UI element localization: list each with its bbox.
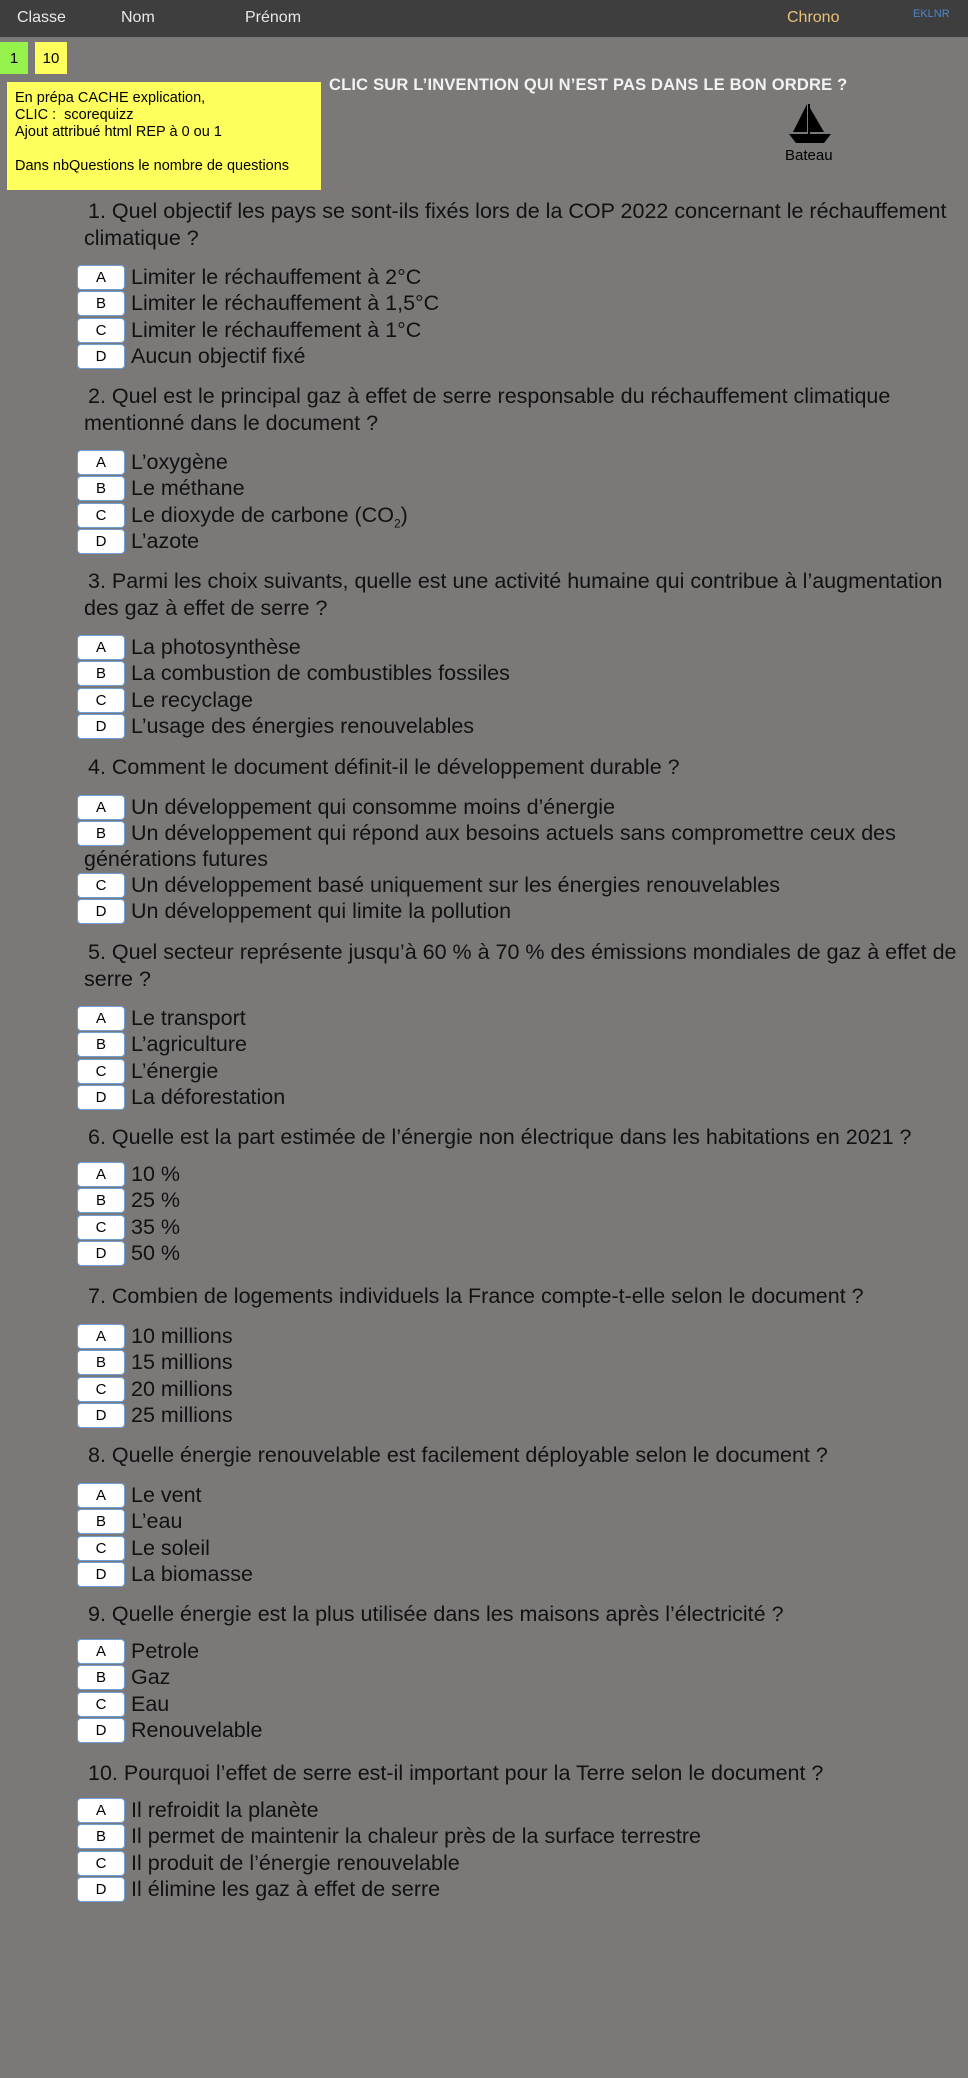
answer-c-button[interactable]: C bbox=[77, 1215, 125, 1240]
note-line: Ajout attribué html REP à 0 ou 1 bbox=[15, 124, 222, 140]
answer-text: 50 % bbox=[131, 1241, 181, 1265]
answer-text: 10 % bbox=[131, 1162, 181, 1186]
answer-text: Un développement qui consomme moins d’énergie bbox=[131, 795, 616, 819]
answer-b-button[interactable]: B bbox=[77, 476, 125, 501]
boat-label: Bateau bbox=[785, 147, 833, 164]
total-questions-counter: 10 bbox=[35, 42, 67, 74]
prenom-label: Prénom bbox=[245, 9, 302, 26]
answer-text: Un développement qui répond aux besoins actuels sans compromettre ceux des générations futures bbox=[84, 821, 896, 871]
question-text: 6. Quelle est la part estimée de l’énergie non électrique dans les habitations en 2021 ? bbox=[88, 1125, 912, 1149]
answer-d-button[interactable]: D bbox=[77, 1241, 125, 1266]
answer-text: La déforestation bbox=[131, 1085, 286, 1109]
answer-text: La photosynthèse bbox=[131, 635, 301, 659]
answer-a-button[interactable]: A bbox=[77, 450, 125, 475]
answer-text: 10 millions bbox=[131, 1324, 233, 1348]
answer-text: Il refroidit la planète bbox=[131, 1798, 319, 1822]
answer-text: 20 millions bbox=[131, 1377, 233, 1401]
question-text: 9. Quelle énergie est la plus utilisée dans les maisons après l’électricité ? bbox=[88, 1602, 784, 1626]
answer-a-button[interactable]: A bbox=[77, 1483, 125, 1508]
answer-a-button[interactable]: A bbox=[77, 1162, 125, 1187]
answer-text: L’eau bbox=[131, 1509, 183, 1533]
answer-d-button[interactable]: D bbox=[77, 899, 125, 924]
answer-a-button[interactable]: A bbox=[77, 795, 125, 820]
answer-text: 25 millions bbox=[131, 1403, 233, 1427]
answer-b-button[interactable]: B bbox=[77, 1032, 125, 1057]
answer-a-button[interactable]: A bbox=[77, 635, 125, 660]
answer-b-button[interactable]: B bbox=[77, 661, 125, 686]
answer-c-button[interactable]: C bbox=[77, 503, 125, 528]
answer-text: Le vent bbox=[131, 1483, 202, 1507]
answer-d-button[interactable]: D bbox=[77, 1085, 125, 1110]
answer-text: L’agriculture bbox=[131, 1032, 247, 1056]
answer-text: La biomasse bbox=[131, 1562, 253, 1586]
answer-d-button[interactable]: D bbox=[77, 1877, 125, 1902]
answer-d-button[interactable]: D bbox=[77, 1403, 125, 1428]
answer-a-button[interactable]: A bbox=[77, 1798, 125, 1823]
answer-text: 15 millions bbox=[131, 1350, 233, 1374]
answer-a-button[interactable]: A bbox=[77, 1639, 125, 1664]
note-line: Dans nbQuestions le nombre de questions bbox=[15, 158, 290, 174]
answer-text: Le soleil bbox=[131, 1536, 210, 1560]
answer-text: Il permet de maintenir la chaleur près de la surface terrestre bbox=[131, 1824, 702, 1848]
answer-c-button[interactable]: C bbox=[77, 688, 125, 713]
answer-text: Un développement qui limite la pollution bbox=[131, 899, 512, 923]
answer-text: Le recyclage bbox=[131, 688, 253, 712]
note-line: CLIC : scorequizz bbox=[15, 107, 134, 123]
answer-text: Aucun objectif fixé bbox=[131, 344, 306, 368]
answer-b-button[interactable]: B bbox=[77, 1509, 125, 1534]
answer-text: Limiter le réchauffement à 1,5°C bbox=[131, 291, 440, 315]
subscript: 2 bbox=[393, 516, 401, 531]
question-text: 3. Parmi les choix suivants, quelle est une activité humaine qui contribue à l’augmentation des gaz à effet de serre ? bbox=[84, 569, 943, 620]
question-text: 7. Combien de logements individuels la France compte-t-elle selon le document ? bbox=[88, 1284, 864, 1308]
answer-b-button[interactable]: B bbox=[77, 1665, 125, 1690]
answer-text: Le transport bbox=[131, 1006, 246, 1030]
answer-c-button[interactable]: C bbox=[77, 873, 125, 898]
answer-text: 35 % bbox=[131, 1215, 181, 1239]
answer-text: Il élimine les gaz à effet de serre bbox=[131, 1877, 441, 1901]
answer-text: Renouvelable bbox=[131, 1718, 263, 1742]
answer-text: Gaz bbox=[131, 1665, 171, 1689]
answer-text: La combustion de combustibles fossiles bbox=[131, 661, 510, 685]
answer-text: L’oxygène bbox=[131, 450, 228, 474]
answer-d-button[interactable]: D bbox=[77, 714, 125, 739]
instruction-headline: CLIC SUR L’INVENTION QUI N’EST PAS DANS LE BON ORDRE ? bbox=[329, 76, 848, 94]
answer-text: Un développement basé uniquement sur les énergies renouvelables bbox=[131, 873, 780, 897]
answer-b-button[interactable]: B bbox=[77, 1824, 125, 1849]
answer-b-button[interactable]: B bbox=[77, 291, 125, 316]
question-text: 5. Quel secteur représente jusqu’à 60 % à 70 % des émissions mondiales de gaz à effet de serre ? bbox=[84, 940, 957, 991]
current-question-counter: 1 bbox=[0, 42, 28, 74]
answer-d-button[interactable]: D bbox=[77, 344, 125, 369]
answer-d-button[interactable]: D bbox=[77, 1562, 125, 1587]
answer-text: L’énergie bbox=[131, 1059, 219, 1083]
question-text: 4. Comment le document définit-il le développement durable ? bbox=[88, 755, 680, 779]
answer-text: L’usage des énergies renouvelables bbox=[131, 714, 475, 738]
nom-label: Nom bbox=[121, 9, 155, 26]
question-text: 2. Quel est le principal gaz à effet de serre responsable du réchauffement climatique mentionné dans le document ? bbox=[84, 384, 891, 435]
answer-text: Il produit de l’énergie renouvelable bbox=[131, 1851, 460, 1875]
answer-c-button[interactable]: C bbox=[77, 1059, 125, 1084]
answer-b-button[interactable]: B bbox=[77, 1350, 125, 1375]
answer-a-button[interactable]: A bbox=[77, 265, 125, 290]
top-bar bbox=[0, 0, 968, 37]
chrono-label[interactable]: Chrono bbox=[787, 9, 840, 26]
answer-text: Limiter le réchauffement à 1°C bbox=[131, 318, 422, 342]
sailboat-icon[interactable] bbox=[787, 102, 833, 146]
answer-text: Limiter le réchauffement à 2°C bbox=[131, 265, 422, 289]
question-text: 1. Quel objectif les pays se sont-ils fixés lors de la COP 2022 concernant le réchauffement climatique ? bbox=[84, 199, 947, 250]
answer-a-button[interactable]: A bbox=[77, 1006, 125, 1031]
answer-text: Eau bbox=[131, 1692, 170, 1716]
answer-c-button[interactable]: C bbox=[77, 1377, 125, 1402]
answer-b-button[interactable]: B bbox=[77, 1188, 125, 1213]
answer-text: Le dioxyde de carbone $(CO_2)$ bbox=[131, 503, 408, 531]
answer-text: 25 % bbox=[131, 1188, 181, 1212]
classe-label: Classe bbox=[17, 9, 66, 26]
answer-b-button[interactable]: B bbox=[77, 821, 125, 846]
question-text: 10. Pourquoi l’effet de serre est-il important pour la Terre selon le document ? bbox=[88, 1761, 824, 1785]
answer-text: Le méthane bbox=[131, 476, 245, 500]
answer-d-button[interactable]: D bbox=[77, 529, 125, 554]
note-line bbox=[15, 141, 313, 158]
note-line: En prépa CACHE explication, bbox=[15, 90, 206, 106]
instruction-note bbox=[7, 82, 321, 190]
answer-text: Petrole bbox=[131, 1639, 200, 1663]
question-text: 8. Quelle énergie renouvelable est facilement déployable selon le document ? bbox=[88, 1443, 828, 1467]
answer-a-button[interactable]: A bbox=[77, 1324, 125, 1349]
answer-c-button[interactable]: C bbox=[77, 318, 125, 343]
answer-d-button[interactable]: D bbox=[77, 1718, 125, 1743]
answer-c-button[interactable]: C bbox=[77, 1851, 125, 1876]
answer-c-button[interactable]: C bbox=[77, 1692, 125, 1717]
answer-c-button[interactable]: C bbox=[77, 1536, 125, 1561]
answer-text: L’azote bbox=[131, 529, 200, 553]
session-code: EKLNR bbox=[913, 8, 950, 20]
